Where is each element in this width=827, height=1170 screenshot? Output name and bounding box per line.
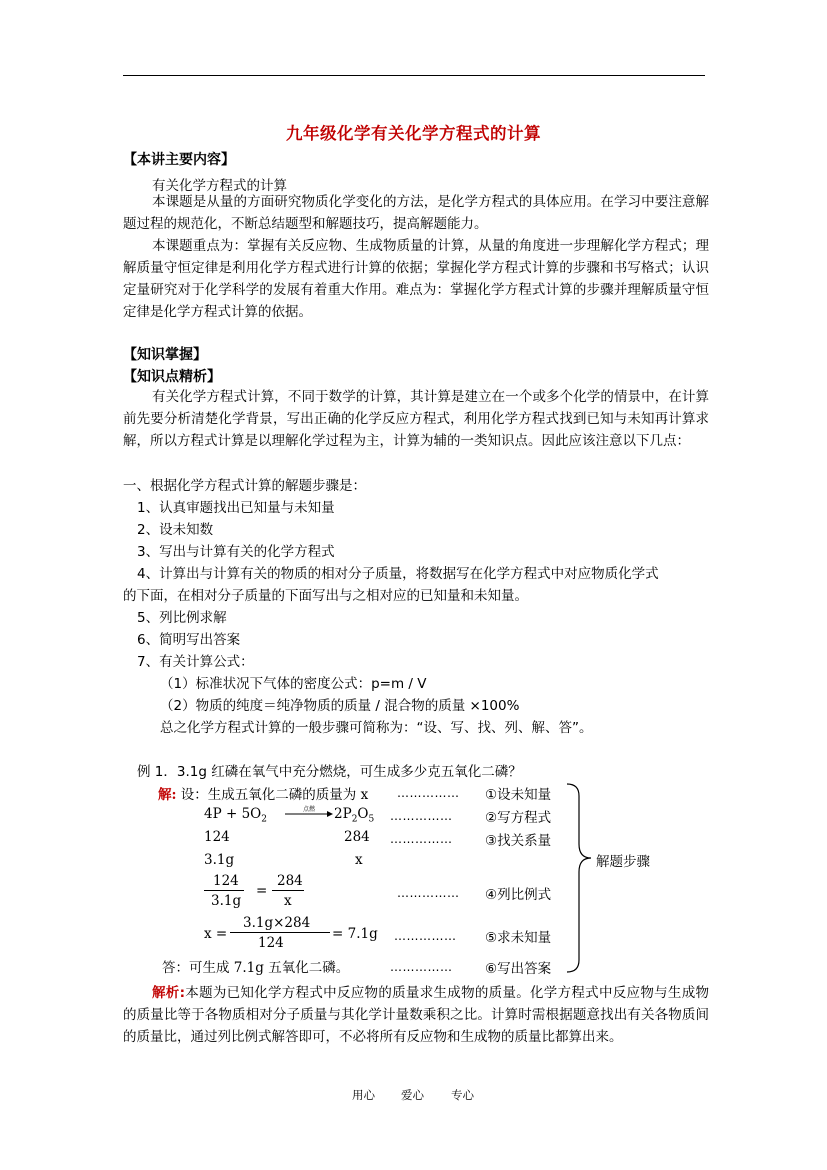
brace-label: 解题步骤 (596, 854, 650, 870)
section-heading-main: 【本讲主要内容】 (123, 152, 235, 168)
unknown-quantity: x (355, 852, 363, 868)
equation-product: $2P_2O_5$ (334, 806, 375, 825)
leader-dots: …………… (390, 832, 453, 846)
paragraph-intro: 本课题是从量的方面研究物质化学变化的方法，是化学方程式的具体应用。在学习中要注意解题过程的规范化，不断总结题型和解题技巧，提高解题能力。 (123, 194, 709, 232)
list-item: 6、简明写出答案 (137, 632, 241, 648)
list-title: 一、根据化学方程式计算的解题步骤是： (123, 478, 366, 494)
solution-label: 解: (158, 787, 177, 803)
section-heading-knowledge: 【知识掌握】 (123, 347, 207, 363)
formula-density: （1）标准状况下气体的密度公式：p=m / V (160, 676, 427, 692)
fraction-bar (230, 932, 330, 933)
leader-dots: …………… (397, 886, 460, 900)
list-item: 7、有关计算公式： (137, 654, 254, 670)
example-setup (158, 783, 368, 803)
chemical-equation: $4P + 5O_2$ (204, 806, 267, 825)
arrow-head (327, 811, 333, 817)
example-question: 例 1．3.1g 红磷在氧气中充分燃烧，可生成多少克五氧化二磷？ (137, 764, 522, 780)
section-subheading: 【知识点精析】 (123, 369, 221, 385)
equation-reactants: 4P + 5O (204, 806, 262, 822)
list-item: 5、列比例求解 (137, 610, 227, 626)
solve-result: = 7.1g (332, 926, 378, 942)
mass-reactant: 124 (204, 829, 230, 845)
footer-text: 用心 (352, 1088, 375, 1102)
analysis-text: 本题为已知化学方程式中反应物的质量求生成物的质量。化学方程式中反应物与生成物的质量比等于各物质相对分子质量与其化学计量数乘积之比。计算时需根据题意找出有关各物质间的质量比，通过列比例式解答即可，不必将所有反应物和生成物的质量比都算出来。 (123, 985, 709, 1045)
list-item: 1、认真审题找出已知量与未知量 (137, 500, 335, 516)
step-label: ⑥写出答案 (485, 961, 552, 977)
solve-denominator: 124 (258, 935, 284, 951)
formula-purity: （2）物质的纯度＝纯净物质的质量 / 混合物的质量 ×100% (160, 698, 520, 714)
fraction-bar (204, 890, 244, 891)
reaction-arrow (283, 805, 333, 821)
list-item-continued: 的下面，在相对分子质量的下面写出与之相对应的已知量和未知量。 (123, 588, 528, 604)
header-rule (123, 75, 705, 76)
list-item: 3、写出与计算有关的化学方程式 (137, 544, 335, 560)
ratio-denominator-left: 3.1g (211, 893, 242, 909)
step-label: ①设未知量 (485, 787, 552, 803)
step-label: ⑤求未知量 (485, 930, 552, 946)
ratio-numerator-left: 124 (213, 873, 239, 889)
leader-dots: …………… (394, 929, 457, 943)
footer-text: 爱心 (401, 1088, 424, 1102)
mass-product: 284 (344, 829, 370, 845)
fraction-bar (272, 890, 304, 891)
list-item: 2、设未知数 (137, 522, 214, 538)
solve-x: x = (204, 926, 228, 942)
right-brace-icon (565, 782, 595, 974)
footer-text: 专心 (451, 1088, 474, 1102)
step-label: ④列比例式 (485, 887, 552, 903)
leader-dots: …………… (390, 960, 453, 974)
step-label: ②写方程式 (485, 810, 552, 826)
known-quantity: 3.1g (204, 852, 235, 868)
example-answer: 答：可生成 7.1g 五氧化二磷。 (162, 960, 350, 976)
page-title: 九年级化学有关化学方程式的计算 (286, 124, 541, 143)
product-formula: 2P (334, 806, 352, 822)
summary-line: 总之化学方程式计算的一般步骤可简称为：“设、写、找、列、解、答”。 (160, 720, 593, 736)
topic-line: 有关化学方程式的计算 (152, 178, 287, 194)
leader-dots: …………… (390, 809, 453, 823)
paragraph-focus: 本课题重点为：掌握有关反应物、生成物质量的计算，从量的角度进一步理解化学方程式；理解质量守恒定律是利用化学方程式进行计算的依据；掌握化学方程式计算的步骤和书写格式；认识定量研究对于化学科学的发展有着重大作用。难点为：掌握化学方程式计算的步骤并理解质量守恒定律是化学方程式计算的依据。 (123, 238, 709, 320)
arrow-condition: 点燃 (303, 806, 316, 813)
list-item: 4、计算出与计算有关的物质的相对分子质量，将数据写在化学方程式中对应物质化学式 (137, 566, 659, 582)
analysis-label: 解析: (152, 985, 185, 1001)
setup-text: 设：生成五氧化二磷的质量为 x (180, 787, 369, 803)
paragraph-knowledge: 有关化学方程式计算，不同于数学的计算，其计算是建立在一个或多个化学的情景中，在计算前先要分析清楚化学背景，写出正确的化学反应方程式，利用化学方程式找到已知与未知再计算求解，所以方程式计算是以理解化学过程为主，计算为辅的一类知识点。因此应该注意以下几点： (123, 389, 709, 449)
solve-numerator: 3.1g×284 (243, 915, 311, 931)
ratio-denominator-right: x (284, 893, 292, 909)
analysis-paragraph (123, 982, 709, 1048)
leader-dots: …………… (397, 786, 460, 800)
ratio-numerator-right: 284 (277, 873, 303, 889)
equals-sign: = (256, 883, 268, 899)
step-label: ③找关系量 (485, 833, 552, 849)
